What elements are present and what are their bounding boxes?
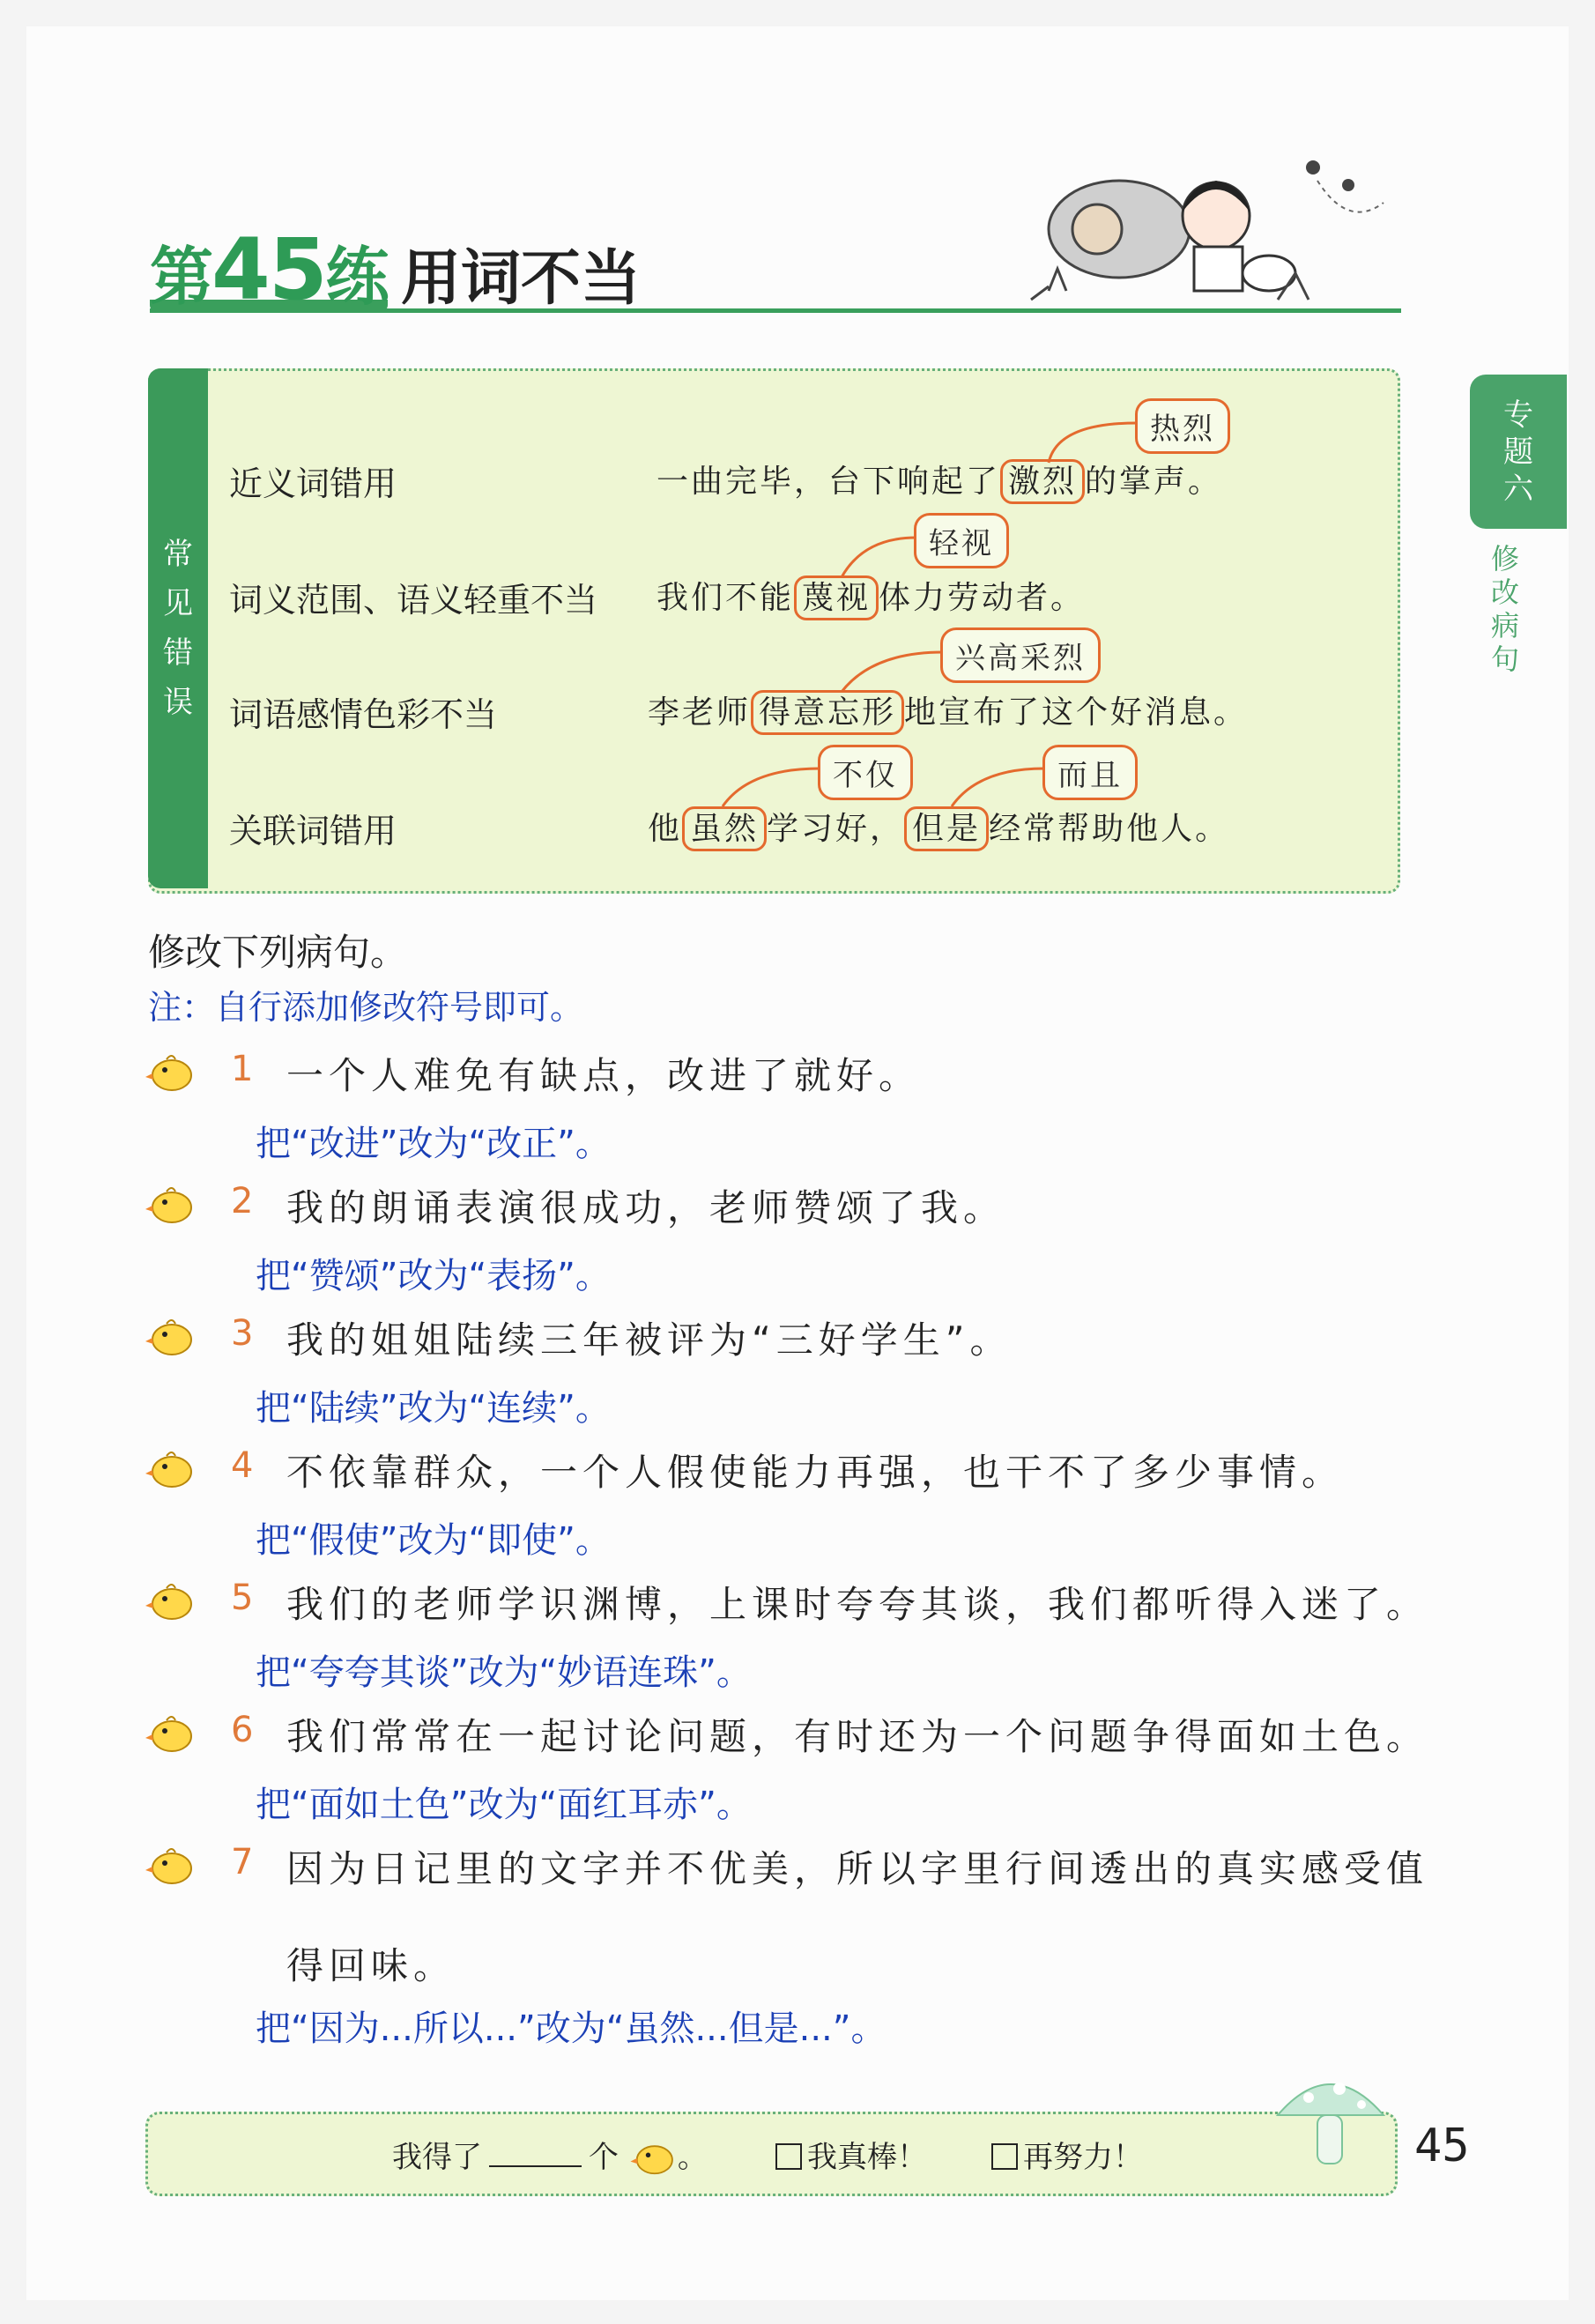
score-suffix: 个 bbox=[589, 2140, 619, 2175]
item-answer: 把“面如土色”改为“面红耳赤”。 bbox=[256, 1785, 752, 1825]
lesson-num: 45 bbox=[211, 220, 326, 319]
exercise-heading: 修改下列病句。 bbox=[148, 931, 408, 974]
error-example bbox=[657, 573, 1085, 618]
correct-word-tag: 而且 bbox=[1042, 745, 1138, 800]
item-sentence: 我们常常在一起讨论问题，有时还为一个问题争得面如土色。 bbox=[286, 1715, 1429, 1758]
error-type-label: 近义词错用 bbox=[229, 464, 397, 503]
side-tab-char: 题 bbox=[1503, 434, 1533, 470]
side-sub-char: 病 bbox=[1490, 609, 1519, 642]
error-type-label: 词义范围、语义轻重不当 bbox=[229, 581, 598, 620]
lesson-number bbox=[150, 220, 388, 319]
lesson-suffix: 练 bbox=[325, 240, 388, 314]
wrong-word: 但是 bbox=[904, 806, 989, 851]
great-checkbox[interactable] bbox=[775, 2143, 802, 2170]
great-option[interactable] bbox=[775, 2133, 927, 2176]
item-sentence: 我们的老师学识渊博，上课时夸夸其谈，我们都听得入迷了。 bbox=[286, 1583, 1429, 1626]
duck-icon bbox=[628, 2139, 678, 2176]
example-text: 经常帮助他人。 bbox=[989, 811, 1230, 847]
item-number: 4 bbox=[231, 1445, 254, 1486]
mushroom-icon bbox=[1269, 2062, 1392, 2177]
item-answer: 把“假使”改为“即使”。 bbox=[256, 1520, 611, 1561]
side-label-char: 错 bbox=[163, 635, 193, 671]
example-text: 一曲完毕，台下响起了 bbox=[657, 464, 1001, 500]
wrong-word: 蔑视 bbox=[794, 575, 879, 620]
item-number: 2 bbox=[231, 1181, 254, 1221]
duck-icon bbox=[145, 1713, 195, 1754]
correct-word-tag: 兴高采烈 bbox=[940, 627, 1101, 683]
example-text: 体力劳动者。 bbox=[879, 580, 1086, 616]
item-number: 6 bbox=[231, 1710, 254, 1750]
example-text: 的掌声。 bbox=[1085, 464, 1223, 500]
item-number: 3 bbox=[231, 1313, 254, 1354]
item-sentence: 我的朗诵表演很成功，老师赞颂了我。 bbox=[286, 1186, 1006, 1229]
wrong-word: 得意忘形 bbox=[751, 690, 904, 735]
side-tab-char: 专 bbox=[1503, 397, 1533, 433]
topic-side-subtitle bbox=[1487, 542, 1523, 676]
item-sentence-cont: 得回味。 bbox=[286, 1944, 456, 1987]
common-errors-label bbox=[148, 368, 208, 888]
page-title: 用词不当 bbox=[401, 244, 642, 314]
side-sub-char: 改 bbox=[1490, 575, 1519, 609]
item-answer: 把“因为...所以...”改为“虽然...但是...”。 bbox=[256, 2008, 887, 2049]
side-sub-char: 句 bbox=[1490, 642, 1519, 676]
item-sentence: 一个人难免有缺点，改进了就好。 bbox=[286, 1054, 922, 1097]
item-answer: 把“陆续”改为“连续”。 bbox=[256, 1388, 611, 1429]
example-text: 学习好， bbox=[767, 811, 905, 847]
item-answer: 把“改进”改为“改正”。 bbox=[256, 1124, 611, 1164]
error-example bbox=[648, 804, 1229, 849]
example-text: 他 bbox=[648, 811, 683, 847]
page-number: 45 bbox=[1414, 2120, 1470, 2172]
correct-word-tag: 轻视 bbox=[914, 513, 1009, 568]
wrong-word: 激烈 bbox=[1000, 459, 1085, 504]
item-number: 7 bbox=[231, 1842, 254, 1882]
side-tab-char: 六 bbox=[1503, 471, 1533, 507]
duck-icon bbox=[145, 1052, 195, 1093]
girl-reading-illustration bbox=[1013, 132, 1401, 308]
duck-icon bbox=[145, 1845, 195, 1886]
side-sub-char: 修 bbox=[1490, 542, 1519, 575]
item-sentence: 我的姐姐陆续三年被评为“三好学生”。 bbox=[286, 1318, 1013, 1362]
error-example bbox=[648, 687, 1248, 732]
try-harder-checkbox[interactable] bbox=[991, 2143, 1018, 2170]
error-example bbox=[657, 457, 1222, 501]
side-label-char: 误 bbox=[163, 685, 193, 720]
example-text: 我们不能 bbox=[657, 580, 795, 616]
score-count-line bbox=[392, 2133, 708, 2176]
item-sentence: 不依靠群众，一个人假使能力再强，也干不了多少事情。 bbox=[286, 1451, 1345, 1494]
score-blank[interactable] bbox=[489, 2165, 582, 2167]
error-type-label: 词语感情色彩不当 bbox=[229, 695, 498, 734]
duck-icon bbox=[145, 1581, 195, 1622]
side-label-char: 常 bbox=[163, 537, 193, 572]
wrong-word: 虽然 bbox=[682, 806, 767, 851]
correct-word-tag: 热烈 bbox=[1135, 398, 1230, 454]
item-number: 5 bbox=[231, 1578, 254, 1618]
duck-icon bbox=[145, 1317, 195, 1357]
score-prefix: 我得了 bbox=[392, 2140, 482, 2175]
duck-icon bbox=[145, 1184, 195, 1225]
try-harder-label: 再努力！ bbox=[1023, 2140, 1143, 2175]
error-type-label: 关联词错用 bbox=[229, 812, 397, 850]
item-sentence: 因为日记里的文字并不优美，所以字里行间透出的真实感受值 bbox=[286, 1847, 1429, 1890]
correct-word-tag: 不仅 bbox=[818, 745, 913, 800]
score-footer bbox=[145, 2112, 1398, 2196]
item-number: 1 bbox=[231, 1049, 254, 1089]
lesson-prefix: 第 bbox=[150, 240, 212, 314]
score-period: 。 bbox=[677, 2140, 708, 2175]
duck-icon bbox=[145, 1449, 195, 1489]
side-label-char: 见 bbox=[163, 586, 193, 621]
item-answer: 把“夸夸其谈”改为“妙语连珠”。 bbox=[256, 1652, 752, 1693]
exercise-note: 注：自行添加修改符号即可。 bbox=[148, 988, 584, 1027]
example-text: 地宣布了这个好消息。 bbox=[904, 694, 1249, 731]
try-harder-option[interactable] bbox=[991, 2133, 1143, 2176]
topic-side-tab bbox=[1470, 375, 1567, 529]
item-answer: 把“赞颂”改为“表扬”。 bbox=[256, 1256, 611, 1296]
great-label: 我真棒！ bbox=[807, 2140, 927, 2175]
example-text: 李老师 bbox=[648, 694, 752, 731]
